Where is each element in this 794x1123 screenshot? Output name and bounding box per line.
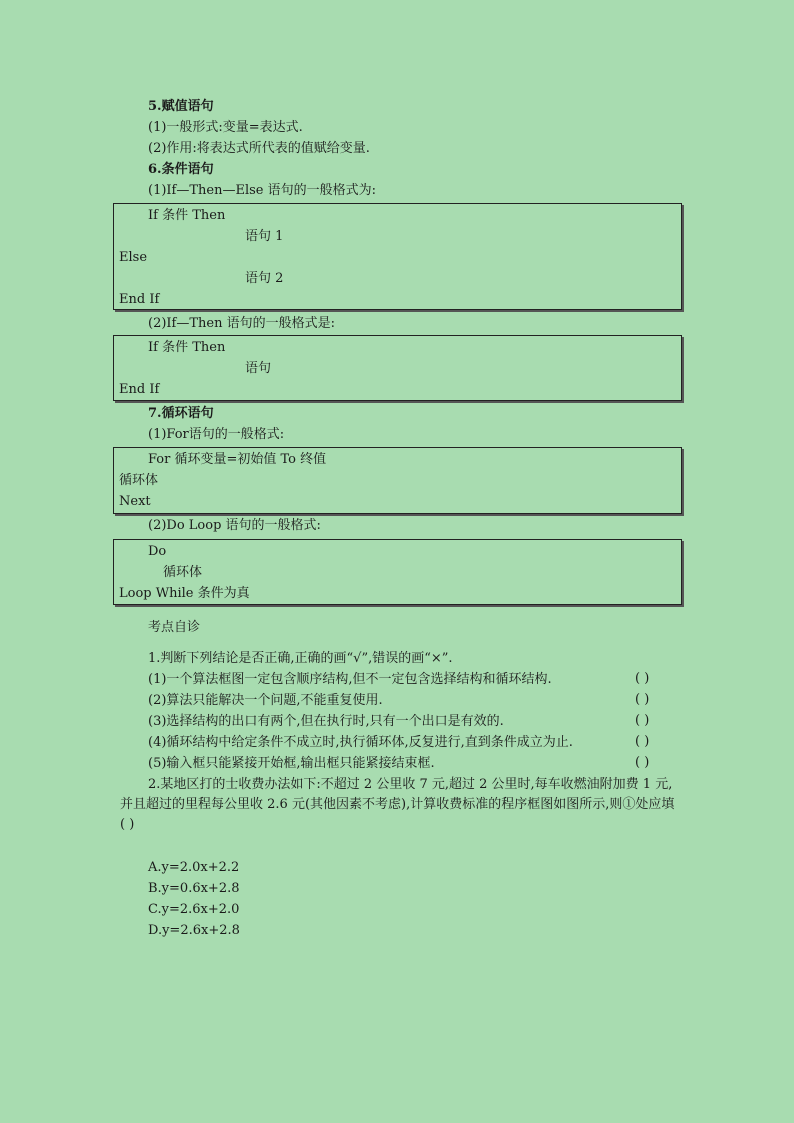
- code-box-for: [113, 447, 682, 514]
- section-6-line-1: (1)If—Then—Else 语句的一般格式为:: [148, 183, 376, 198]
- section-7-line-2: (2)Do Loop 语句的一般格式:: [148, 518, 321, 533]
- code-line: For 循环变量=初始值 To 终值: [148, 452, 327, 467]
- section-6-line-2: (2)If—Then 语句的一般格式是:: [148, 316, 335, 331]
- code-line: End If: [119, 382, 160, 397]
- answer-paren: ( ): [635, 713, 650, 728]
- code-line: 语句 2: [245, 271, 284, 286]
- answer-paren: ( ): [635, 734, 650, 749]
- code-line: 语句 1: [245, 229, 284, 244]
- question-1-item-4: (4)循环结构中给定条件不成立时,执行循环体,反复进行,直到条件成立为止.: [148, 735, 573, 750]
- code-box-if-then-else: [113, 203, 682, 310]
- question-1-item-5: (5)输入框只能紧接开始框,输出框只能紧接结束框.: [148, 756, 435, 771]
- code-line: 循环体: [119, 473, 159, 488]
- question-1-stem: 1.判断下列结论是否正确,正确的画“√”,错误的画“×”.: [148, 651, 453, 666]
- code-line: If 条件 Then: [148, 208, 226, 223]
- answer-paren: ( ): [635, 692, 650, 707]
- self-check-title: 考点自诊: [148, 620, 201, 635]
- question-2-stem: 2.某地区打的士收费办法如下:不超过 2 公里收 7 元,超过 2 公里时,每车收燃油附加费 1 元,并且超过的里程每公里收 2.6 元(其他因素不考虑),计算收费标准的程序框图如图所示,则①处应填( ): [120, 777, 675, 832]
- code-line: 语句: [245, 361, 272, 376]
- code-line: Next: [119, 494, 151, 509]
- code-line: Else: [119, 250, 148, 265]
- code-line: If 条件 Then: [148, 340, 226, 355]
- section-5-line-1: (1)一般形式:变量=表达式.: [148, 120, 303, 135]
- code-line: End If: [119, 292, 160, 307]
- option-d: D.y=2.6x+2.8: [148, 923, 240, 938]
- question-1-item-2: (2)算法只能解决一个问题,不能重复使用.: [148, 693, 383, 708]
- answer-paren: ( ): [635, 755, 650, 770]
- code-line: Do: [148, 544, 167, 559]
- code-line: Loop While 条件为真: [119, 586, 250, 601]
- code-box-do-loop: [113, 539, 682, 605]
- section-5-title: 5.赋值语句: [148, 99, 214, 114]
- section-7-title: 7.循环语句: [148, 406, 214, 421]
- section-6-title: 6.条件语句: [148, 162, 214, 177]
- option-a: A.y=2.0x+2.2: [148, 860, 240, 875]
- code-box-if-then: [113, 335, 682, 401]
- section-7-line-1: (1)For语句的一般格式:: [148, 427, 285, 442]
- question-1-item-3: (3)选择结构的出口有两个,但在执行时,只有一个出口是有效的.: [148, 714, 504, 729]
- code-line: 循环体: [163, 565, 203, 580]
- option-b: B.y=0.6x+2.8: [148, 881, 240, 896]
- question-1-item-1: (1)一个算法框图一定包含顺序结构,但不一定包含选择结构和循环结构.: [148, 672, 552, 687]
- section-5-line-2: (2)作用:将表达式所代表的值赋给变量.: [148, 141, 370, 156]
- answer-paren: ( ): [635, 671, 650, 686]
- option-c: C.y=2.6x+2.0: [148, 902, 240, 917]
